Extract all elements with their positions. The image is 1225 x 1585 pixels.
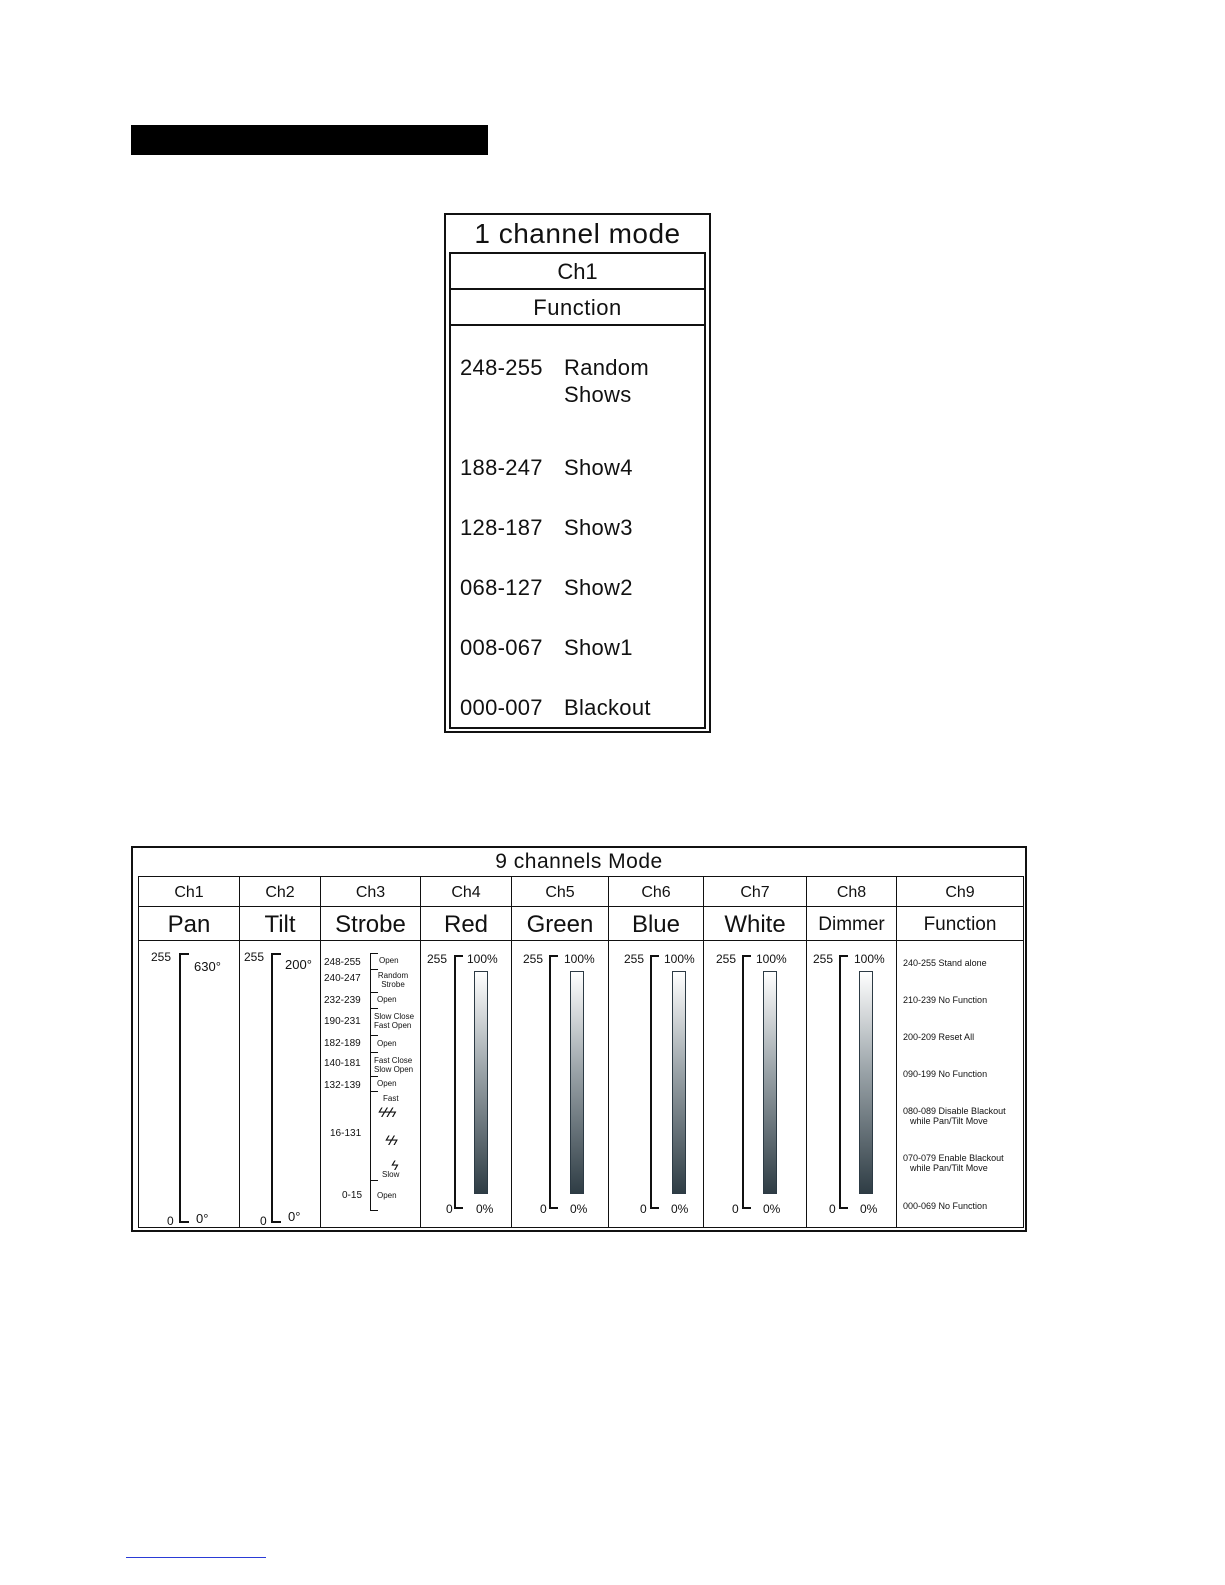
function-row: 200-209 Reset All [903,1032,975,1042]
mode1-function-header: Function [451,290,704,326]
strobe-label: Slow Close Fast Open [374,1012,415,1030]
mode1-row-range: 008-067 [460,635,543,660]
channel-number: Ch1 [139,877,239,907]
strobe-tick [370,1035,378,1036]
footer-link-underline [126,1557,266,1558]
channel-number: Ch7 [704,877,806,907]
intensity-gradient-bar [672,971,686,1194]
strobe-label: Fast Close Slow Open [374,1056,414,1074]
scale-max-value: 255 [813,952,834,966]
channel-number: Ch4 [421,877,511,907]
channel-column-red [421,877,512,1227]
scale-top-tick [742,955,751,957]
function-row: 240-255 Stand alone [903,958,987,968]
channel-column-dimmer [807,877,897,1227]
scale-top-tick [454,955,463,957]
scale-bottom-tick [454,1207,463,1209]
mode1-row-label: Show1 [564,635,633,660]
strobe-tick [370,1180,378,1181]
scale-min-value: 0 [540,1202,547,1216]
scale-min-percent: 0% [763,1202,781,1216]
scale-min-value: 0 [640,1202,647,1216]
scale-axis [839,955,841,1209]
strobe-range: 0-15 [342,1190,363,1201]
mode1-row-label: Show3 [564,515,633,540]
strobe-range: 132-139 [324,1080,361,1091]
channel-column-strobe [321,877,421,1227]
strobe-tick [370,1052,378,1053]
strobe-range: 140-181 [324,1058,361,1069]
strobe-tick [370,953,378,954]
scale-top-tick [271,953,281,955]
mode1-channel-header: Ch1 [451,254,704,290]
strobe-label: Open [377,1079,397,1088]
strobe-label: Open [379,956,399,965]
mode1-inner-box [449,252,706,729]
scale-axis [179,953,181,1223]
mode1-title: 1 channel mode [474,218,681,249]
channel-column-white [704,877,807,1227]
mode1-row-range: 000-007 [460,695,543,720]
mode1-row [460,354,674,408]
intensity-gradient-bar [763,971,777,1194]
channel-column-pan [139,877,240,1227]
function-row: 090-199 No Function [903,1069,988,1079]
scale-max-value: 255 [624,952,645,966]
channel-function: Function [897,907,1023,941]
scale-min-value: 0 [732,1202,739,1216]
strobe-tick [370,1210,378,1211]
strobe-tick [370,1091,378,1092]
mode1-row [460,574,679,601]
channel-column-blue [609,877,704,1227]
scale-max-percent: 100% [664,952,695,966]
mode1-row-range: 068-127 [460,575,543,600]
channel-function: Pan [139,907,239,941]
mode1-row-label: Blackout [564,695,651,720]
channel-function: Green [512,907,608,941]
channel-function: Red [421,907,511,941]
mode9-title: 9 channels Mode [495,850,663,873]
scale-axis [454,955,456,1209]
function-row: 070-079 Enable Blackout [903,1153,1004,1163]
scale-max-value: 255 [244,950,265,964]
strobe-tick [370,1008,378,1009]
lightning-bolt-icon: ϟϟϟ [378,1104,395,1120]
scale-bottom-tick [179,1221,189,1223]
function-row-continuation: while Pan/Tilt Move [910,1116,988,1126]
strobe-label: Open [377,1039,397,1048]
channel-number: Ch6 [609,877,703,907]
scale-min-percent: 0% [671,1202,689,1216]
strobe-tick [370,1076,378,1077]
mode1-row-label: Random Shows [564,355,649,407]
scale-min-value: 0 [829,1202,836,1216]
strobe-tick [370,969,378,970]
channel-number: Ch8 [807,877,896,907]
scale-bottom-tick [742,1207,751,1209]
channel-function: Strobe [321,907,420,941]
channel-number: Ch5 [512,877,608,907]
strobe-slow-label: Slow [382,1170,400,1179]
intensity-gradient-bar [570,971,584,1194]
strobe-range: 240-247 [324,973,361,984]
pan-min-degrees: 0° [196,1211,209,1226]
scale-bottom-tick [549,1207,558,1209]
strobe-range: 190-231 [324,1016,361,1027]
scale-min-value: 0 [446,1202,453,1216]
lightning-bolt-icon: ϟ [391,1157,397,1173]
mode9-grid [138,876,1024,1228]
scale-top-tick [650,955,659,957]
scale-top-tick [549,955,558,957]
mode1-row-range: 128-187 [460,515,543,540]
intensity-gradient-bar [859,971,873,1194]
channel-number: Ch9 [897,877,1023,907]
channel-column-green [512,877,609,1227]
tilt-min-degrees: 0° [288,1209,301,1224]
pan-max-degrees: 630° [194,959,221,974]
scale-axis [650,955,652,1209]
mode1-row-label: Show4 [564,455,633,480]
mode1-row [460,514,679,541]
channel-function: Tilt [240,907,320,941]
tilt-max-degrees: 200° [285,957,312,972]
scale-axis [271,953,273,1223]
scale-min-value: 0 [167,1214,174,1228]
function-row-continuation: while Pan/Tilt Move [910,1163,988,1173]
strobe-label: Open [377,1191,397,1200]
scale-axis [549,955,551,1209]
scale-bottom-tick [650,1207,659,1209]
channel-number: Ch3 [321,877,420,907]
mode1-row [460,454,679,481]
strobe-range: 232-239 [324,995,361,1006]
scale-max-value: 255 [523,952,544,966]
strobe-range: 248-255 [324,957,361,968]
scale-max-value: 255 [716,952,737,966]
nine-channel-mode-table [131,846,1027,1232]
strobe-label: Random Strobe [377,971,409,989]
scale-min-percent: 0% [860,1202,878,1216]
channel-function: White [704,907,806,941]
scale-axis [742,955,744,1209]
function-row: 000-069 No Function [903,1201,988,1211]
strobe-range: 182-189 [324,1038,361,1049]
channel-number: Ch2 [240,877,320,907]
scale-top-tick [839,955,848,957]
mode1-row [460,634,679,661]
scale-max-value: 255 [427,952,448,966]
mode1-row-range: 188-247 [460,455,543,480]
scale-max-percent: 100% [854,952,885,966]
strobe-tick [370,992,378,993]
one-channel-mode-table [444,213,711,733]
strobe-fast-label: Fast [383,1094,399,1103]
scale-min-value: 0 [260,1214,267,1228]
scale-bottom-tick [839,1207,848,1209]
scale-max-percent: 100% [756,952,787,966]
section-heading-bar [131,125,488,155]
lightning-bolt-icon: ϟϟ [385,1132,396,1148]
function-row: 210-239 No Function [903,995,988,1005]
scale-min-percent: 0% [476,1202,494,1216]
intensity-gradient-bar [474,971,488,1194]
mode1-row-range: 248-255 [460,355,543,380]
strobe-range: 16-131 [330,1128,362,1139]
scale-min-percent: 0% [570,1202,588,1216]
channel-function: Dimmer [807,907,896,941]
scale-bottom-tick [271,1221,281,1223]
mode1-row [460,694,679,721]
scale-max-value: 255 [151,950,172,964]
channel-function: Blue [609,907,703,941]
channel-column-tilt [240,877,321,1227]
scale-max-percent: 100% [467,952,498,966]
function-row: 080-089 Disable Blackout [903,1106,1006,1116]
strobe-label: Open [377,995,397,1004]
scale-top-tick [179,953,189,955]
channel-column-function [897,877,1023,1227]
mode1-row-label: Show2 [564,575,633,600]
scale-max-percent: 100% [564,952,595,966]
